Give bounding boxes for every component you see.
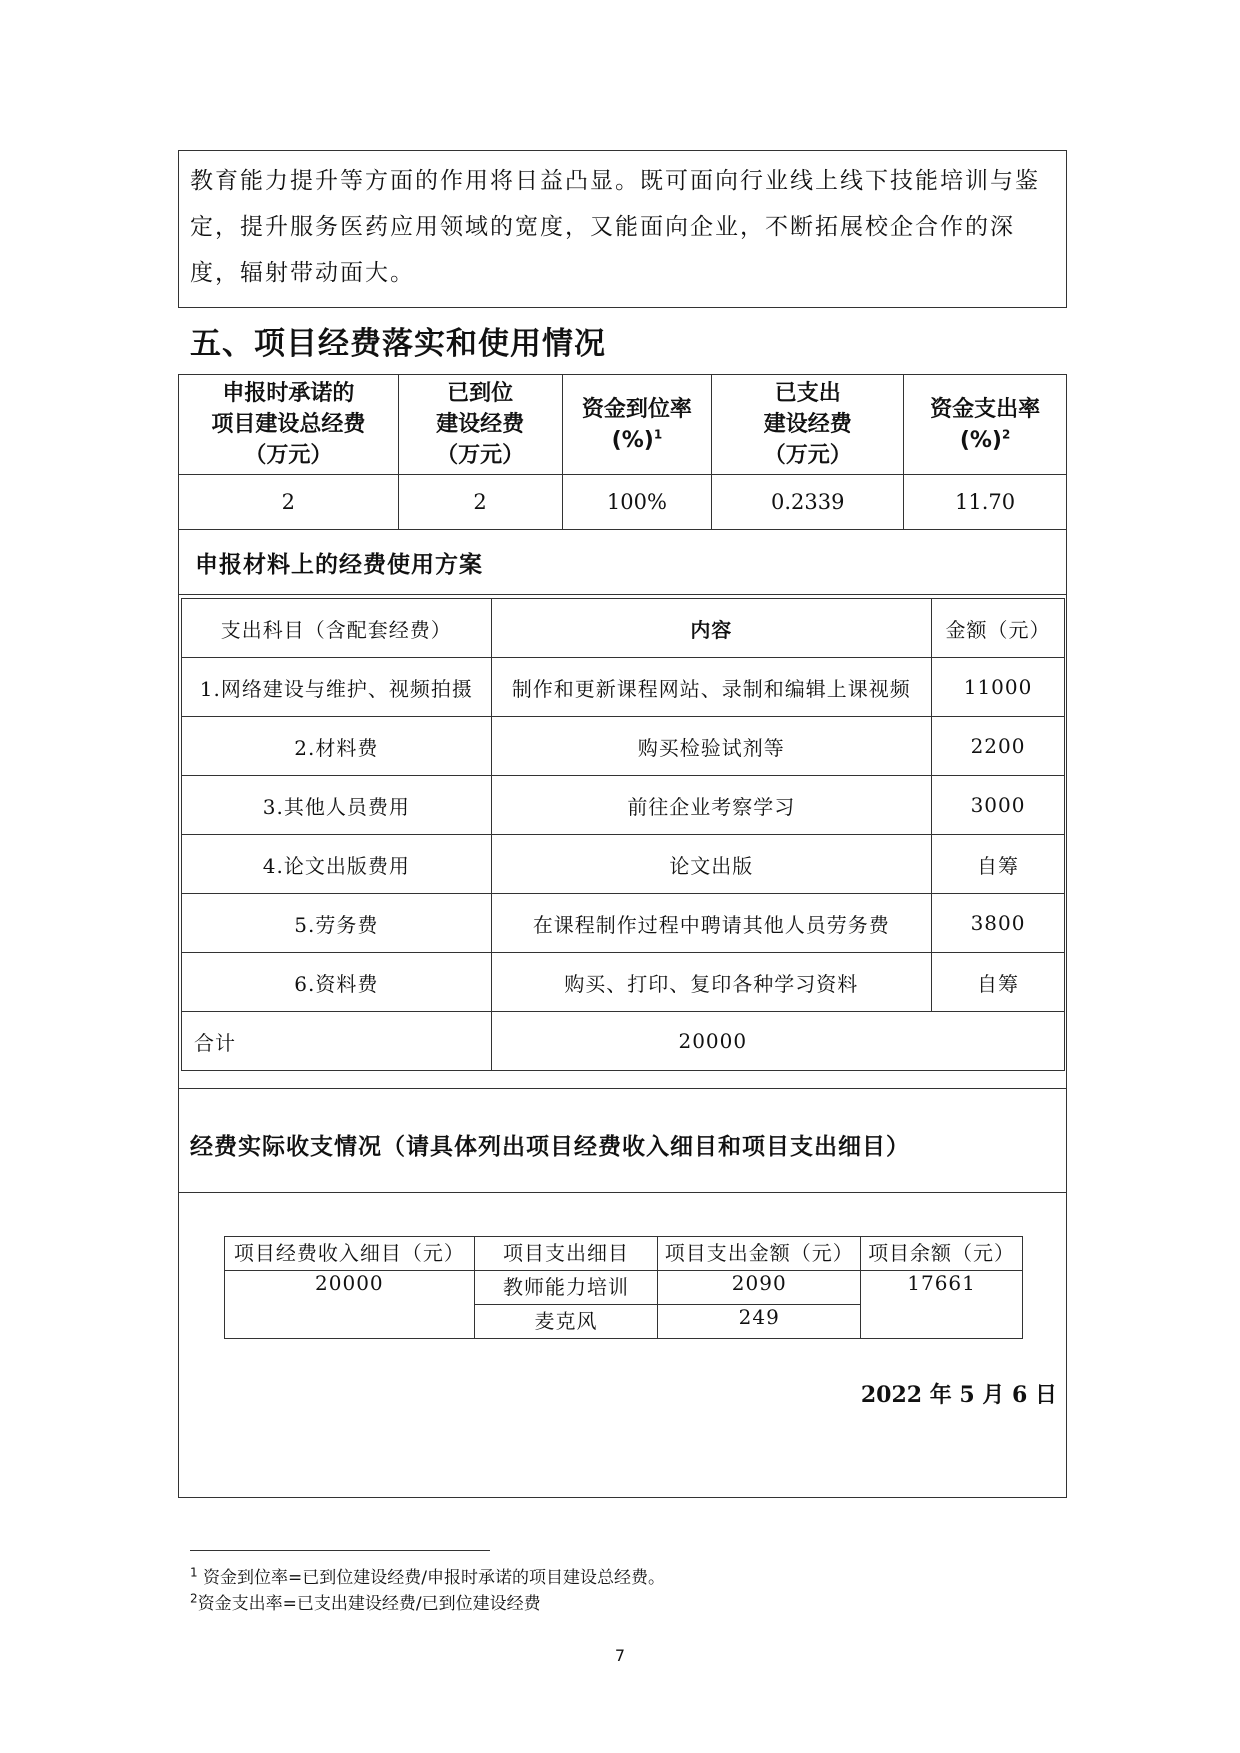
- plan-amount: 自筹: [932, 835, 1065, 894]
- unit-text: (%): [611, 427, 654, 453]
- actual-header-income: 项目经费收入细目（元）: [225, 1237, 475, 1271]
- page-number: 7: [614, 1646, 626, 1665]
- plan-content: 制作和更新课程网站、录制和编辑上课视频: [491, 658, 931, 717]
- header-line: 建设经费: [763, 412, 852, 437]
- actual-label: 经费实际收支情况（请具体列出项目经费收入细目和项目支出细目）: [190, 1134, 910, 1160]
- header-line: [904, 425, 1066, 456]
- divider: [178, 1192, 1067, 1193]
- actual-table: [224, 1236, 1023, 1339]
- table-row: [182, 953, 1065, 1012]
- footnote-2: [190, 1589, 541, 1614]
- actual-header-balance: 项目余额（元）: [861, 1237, 1023, 1271]
- plan-header-item: 支出科目（含配套经费）: [182, 599, 492, 658]
- plan-item: 5.劳务费: [182, 894, 492, 953]
- footnote-text: 资金支出率=已支出建设经费/已到位建设经费: [197, 1594, 541, 1614]
- plan-content: 购买检验试剂等: [491, 717, 931, 776]
- header-line: [563, 425, 712, 456]
- table-row: [225, 1271, 1023, 1305]
- plan-total-value: 20000: [491, 1012, 1064, 1071]
- header-line: （万元）: [763, 443, 852, 468]
- plan-content: 购买、打印、复印各种学习资料: [491, 953, 931, 1012]
- value-committed-total: 2: [179, 475, 399, 530]
- actual-expense-item: 教师能力培训: [474, 1271, 658, 1305]
- header-arrival-rate: [562, 375, 712, 475]
- actual-expense-amount: 2090: [658, 1271, 861, 1305]
- plan-item: 4.论文出版费用: [182, 835, 492, 894]
- total-row: [182, 1012, 1065, 1071]
- section-title: 五、项目经费落实和使用情况: [190, 326, 606, 362]
- header-spent: [712, 375, 904, 475]
- value-received: 2: [398, 475, 562, 530]
- header-line: 已支出: [774, 381, 841, 406]
- plan-content: 前往企业考察学习: [491, 776, 931, 835]
- actual-balance: 17661: [861, 1271, 1023, 1339]
- plan-amount: 3800: [932, 894, 1065, 953]
- plan-content: 论文出版: [491, 835, 931, 894]
- header-committed-total: [179, 375, 399, 475]
- value-arrival-rate: 100%: [562, 475, 712, 530]
- plan-item: 1.网络建设与维护、视频拍摄: [182, 658, 492, 717]
- header-line: 资金支出率: [930, 396, 1041, 422]
- plan-label: 申报材料上的经费使用方案: [195, 552, 483, 578]
- divider: [178, 594, 1067, 595]
- plan-content: 在课程制作过程中聘请其他人员劳务费: [491, 894, 931, 953]
- plan-item: 3.其他人员费用: [182, 776, 492, 835]
- plan-header-content: 内容: [491, 599, 931, 658]
- plan-amount: 自筹: [932, 953, 1065, 1012]
- footnote-ref: 1: [653, 427, 663, 442]
- footnote-text: 资金到位率=已到位建设经费/申报时承诺的项目建设总经费。: [197, 1568, 666, 1588]
- footnote-ref: 2: [1001, 427, 1011, 442]
- header-line: 已到位: [447, 381, 514, 406]
- plan-item: 6.资料费: [182, 953, 492, 1012]
- plan-table: [181, 598, 1065, 1071]
- value-spent: 0.2339: [712, 475, 904, 530]
- footnote-mark: 2: [190, 1591, 198, 1606]
- header-line: 建设经费: [436, 412, 525, 437]
- table-row: [182, 894, 1065, 953]
- table-row: [182, 835, 1065, 894]
- plan-header-amount: 金额（元）: [932, 599, 1065, 658]
- header-received: [398, 375, 562, 475]
- footnote-mark: 1: [190, 1565, 198, 1580]
- header-line: （万元）: [244, 443, 333, 468]
- header-line: 资金到位率: [581, 396, 692, 422]
- divider: [178, 1088, 1067, 1089]
- footnote-divider: [190, 1550, 490, 1551]
- plan-amount: 2200: [932, 717, 1065, 776]
- funding-summary-table: [178, 374, 1067, 530]
- plan-amount: 3000: [932, 776, 1065, 835]
- header-line: （万元）: [436, 443, 525, 468]
- plan-total-label: 合计: [182, 1012, 492, 1071]
- unit-text: (%): [959, 427, 1002, 453]
- header-spend-rate: [904, 375, 1067, 475]
- header-line: 项目建设总经费: [211, 412, 366, 437]
- actual-header-expense-item: 项目支出细目: [474, 1237, 658, 1271]
- actual-header-expense-amount: 项目支出金额（元）: [658, 1237, 861, 1271]
- actual-income: 20000: [225, 1271, 475, 1339]
- table-row: [182, 717, 1065, 776]
- table-row: [182, 776, 1065, 835]
- table-row: [182, 658, 1065, 717]
- footnote-1: [190, 1563, 665, 1588]
- header-line: 申报时承诺的: [222, 381, 355, 406]
- plan-item: 2.材料费: [182, 717, 492, 776]
- report-date: 2022 年 5 月 6 日: [860, 1382, 1057, 1408]
- intro-paragraph: 教育能力提升等方面的作用将日益凸显。既可面向行业线上线下技能培训与鉴定，提升服务医药应用领域的宽度，又能面向企业，不断拓展校企合作的深度，辐射带动面大。: [190, 168, 1040, 286]
- actual-expense-amount: 249: [658, 1305, 861, 1339]
- actual-expense-item: 麦克风: [474, 1305, 658, 1339]
- plan-amount: 11000: [932, 658, 1065, 717]
- value-spend-rate: 11.70: [904, 475, 1067, 530]
